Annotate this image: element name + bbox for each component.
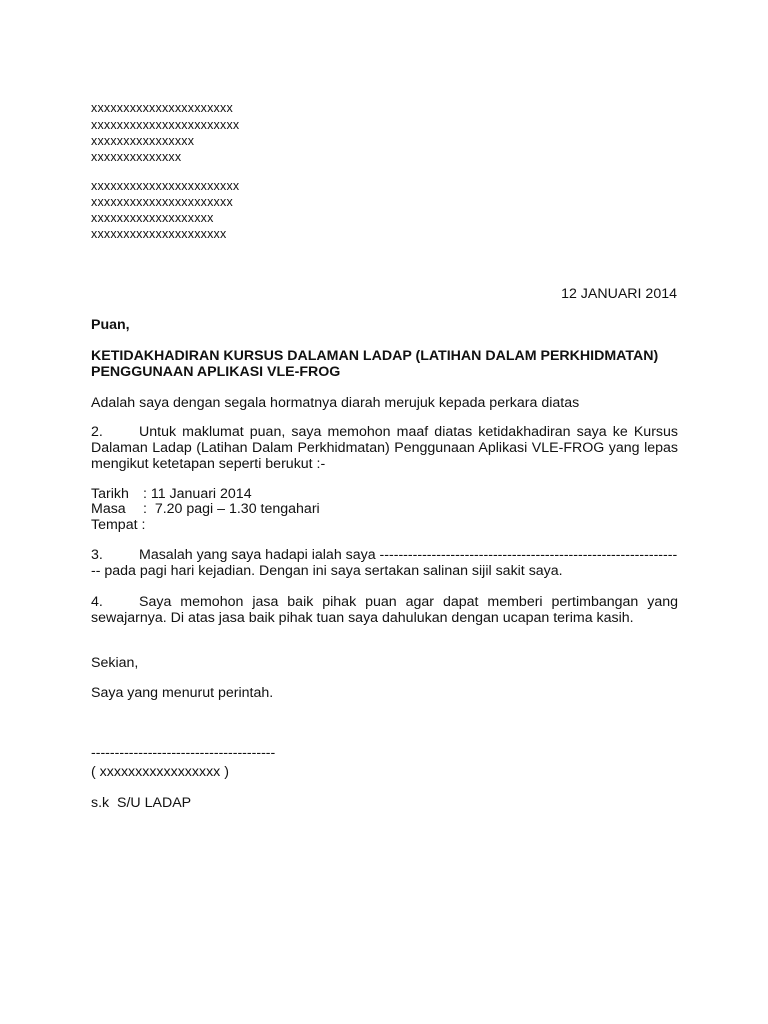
paragraph-number: 3. [91, 547, 103, 563]
carbon-copy: s.k S/U LADAP [91, 795, 192, 811]
letter-date: 12 JANUARI 2014 [561, 286, 677, 302]
paragraph-line: sewajarnya. Di atas jasa baik pihak tuan saya dahulukan dengan ucapan terima kasih. [91, 610, 634, 626]
recipient-address-line: xxxxxxxxxxxxxxxxxxx [91, 211, 214, 225]
paragraph-line: mengikut ketetapan seperti berukut :- [91, 456, 326, 472]
sender-address-line: xxxxxxxxxxxxxxxxxxxxxx [91, 101, 233, 115]
paragraph-line: -- pada pagi hari kejadian. Dengan ini saya sertakan salinan sijil sakit saya. [91, 563, 563, 579]
tarikh-row [91, 487, 252, 501]
subject-line: PENGGUNAAN APLIKASI VLE-FROG [91, 364, 341, 380]
subject-line: KETIDAKHADIRAN KURSUS DALAMAN LADAP (LATIHAN DALAM PERKHIDMATAN) [91, 348, 659, 364]
sender-address-line: xxxxxxxxxxxxxxxxxxxxxxx [91, 118, 240, 132]
closing: Sekian, [91, 655, 139, 671]
masa-row [91, 502, 320, 516]
opening-sentence: Adalah saya dengan segala hormatnya diarah merujuk kepada perkara diatas [91, 395, 580, 411]
paragraph-text: Saya memohon jasa baik pihak puan agar dapat memberi pertimbangan yang [139, 594, 678, 610]
paragraph-text: Untuk maklumat puan, saya memohon maaf diatas ketidakhadiran saya ke Kursus [139, 424, 678, 440]
paragraph-line [91, 425, 678, 439]
recipient-address-line: xxxxxxxxxxxxxxxxxxxxx [91, 227, 227, 241]
recipient-address-line: xxxxxxxxxxxxxxxxxxxxxx [91, 195, 233, 209]
tarikh-label: Tarikh [91, 486, 129, 502]
sender-address-line: xxxxxxxxxxxxxxxx [91, 134, 195, 148]
salutation: Puan, [91, 317, 130, 333]
paragraph-line [91, 548, 677, 562]
masa-value: : 7.20 pagi – 1.30 tengahari [143, 501, 320, 517]
masa-label: Masa [91, 501, 126, 517]
signatory-name: ( xxxxxxxxxxxxxxxxx ) [91, 764, 229, 780]
tempat-row: Tempat : [91, 517, 146, 533]
recipient-address-line: xxxxxxxxxxxxxxxxxxxxxxx [91, 179, 240, 193]
sign-off: Saya yang menurut perintah. [91, 685, 274, 701]
paragraph-line: Dalaman Ladap (Latihan Dalam Perkhidmatan) Penggunaan Aplikasi VLE-FROG yang lepas [91, 440, 678, 456]
paragraph-line [91, 595, 678, 609]
paragraph-text: Masalah yang saya hadapi ialah saya --------------------------------------------------------------- [139, 547, 678, 563]
paragraph-number: 4. [91, 594, 103, 610]
signature-line: --------------------------------------- [91, 745, 276, 761]
tarikh-value: : 11 Januari 2014 [143, 486, 252, 502]
sender-address-line: xxxxxxxxxxxxxx [91, 150, 182, 164]
paragraph-number: 2. [91, 424, 103, 440]
